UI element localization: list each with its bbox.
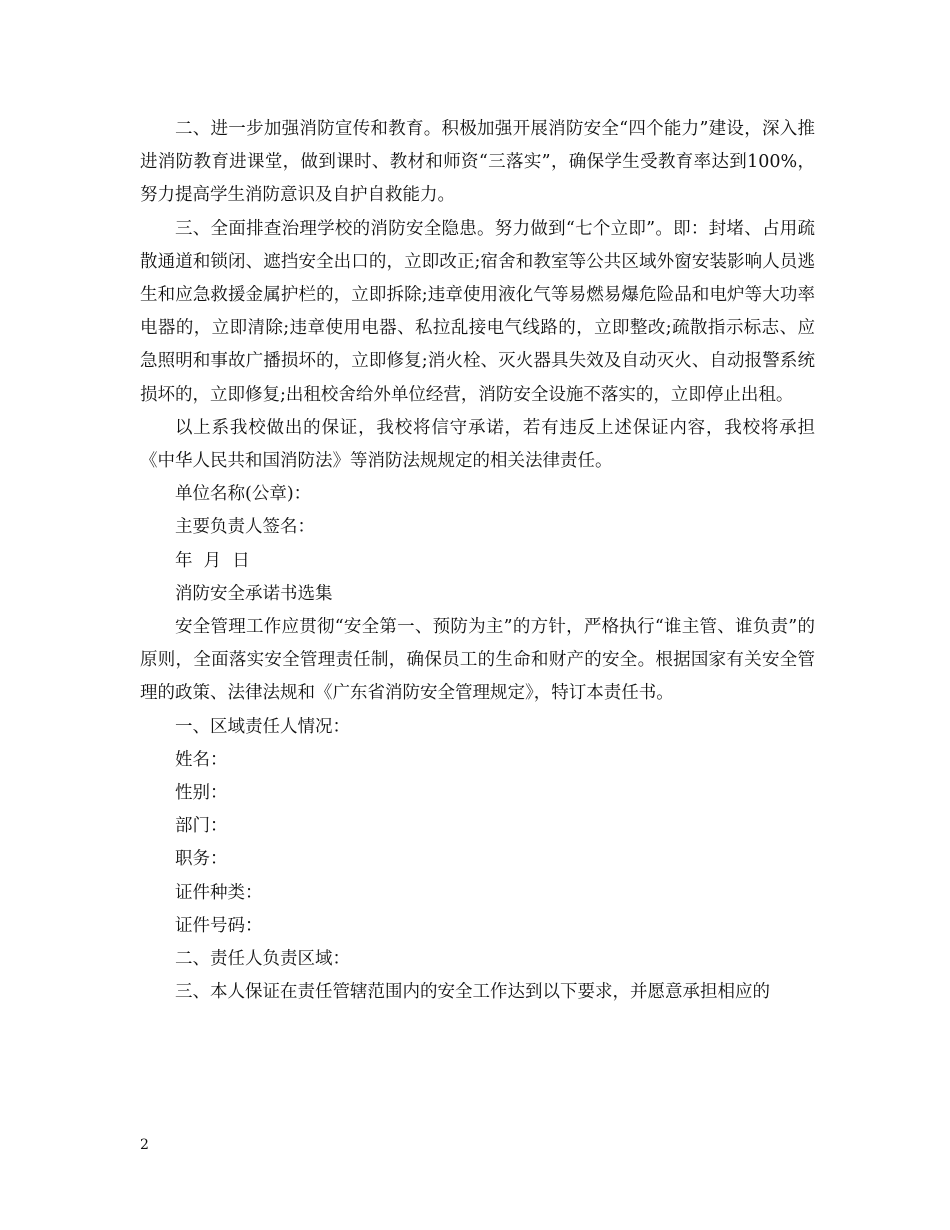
position-field-label: 职务： bbox=[175, 849, 228, 870]
gender-field-label: 性别： bbox=[175, 783, 228, 804]
paragraph-publicity-education: 二、进一步加强消防宣传和教育。积极加强开展消防安全“四个能力”建设，深入推进消防教育进课堂，做到课时、教材和师资“三落实”，确保学生受教育率达到100%，努力提高学生消防意识及自护自救能力。 bbox=[140, 119, 815, 206]
id-type-field-label: 证件种类： bbox=[175, 882, 263, 903]
document-body bbox=[140, 113, 815, 1009]
id-number-field-label: 证件号码： bbox=[175, 915, 263, 936]
principal-signature-line: 主要负责人签名： bbox=[175, 517, 315, 538]
paragraph-hazard-inspection: 三、全面排查治理学校的消防安全隐患。努力做到“七个立即”。即：封堵、占用疏散通道和锁闭、遮挡安全出口的，立即改正;宿舍和教室等公共区域外窗安装影响人员逃生和应急救援金属护栏的，立即拆除;违章使用液化气等易燃易爆危险品和电炉等大功率电器的，立即清除;违章使用电器、私拉乱接电气线路的，立即整改;疏散指示标志、应急照明和事故广播损坏的，立即修复;消火栓、灭火器具失效及自动灭火、自动报警系统损坏的，立即修复;出租校舍给外单位经营，消防安全设施不落实的，立即停止出租。 bbox=[140, 218, 815, 405]
name-field-label: 姓名： bbox=[175, 749, 228, 770]
responsible-person-heading: 一、区域责任人情况： bbox=[175, 716, 350, 737]
page-number: 2 bbox=[140, 1137, 149, 1153]
section-title: 消防安全承诺书选集 bbox=[175, 583, 333, 604]
guarantee-requirements-line: 三、本人保证在责任管辖范围内的安全工作达到以下要求，并愿意承担相应的 bbox=[175, 982, 770, 1003]
intro-paragraph: 安全管理工作应贯彻“安全第一、预防为主”的方针，严格执行“谁主管、谁负责”的原则，全面落实安全管理责任制，确保员工的生命和财产的安全。根据国家有关安全管理的政策、法律法规和《广东省消防安全管理规定》，特订本责任书。 bbox=[140, 617, 815, 704]
department-field-label: 部门： bbox=[175, 816, 228, 837]
responsible-area-heading: 二、责任人负责区域： bbox=[175, 949, 350, 970]
unit-name-seal-line: 单位名称(公章)： bbox=[175, 484, 312, 505]
date-line: 年 月 日 bbox=[175, 550, 250, 571]
paragraph-commitment-statement: 以上系我校做出的保证，我校将信守承诺，若有违反上述保证内容，我校将承担《中华人民共和国消防法》等消防法规规定的相关法律责任。 bbox=[140, 417, 815, 472]
